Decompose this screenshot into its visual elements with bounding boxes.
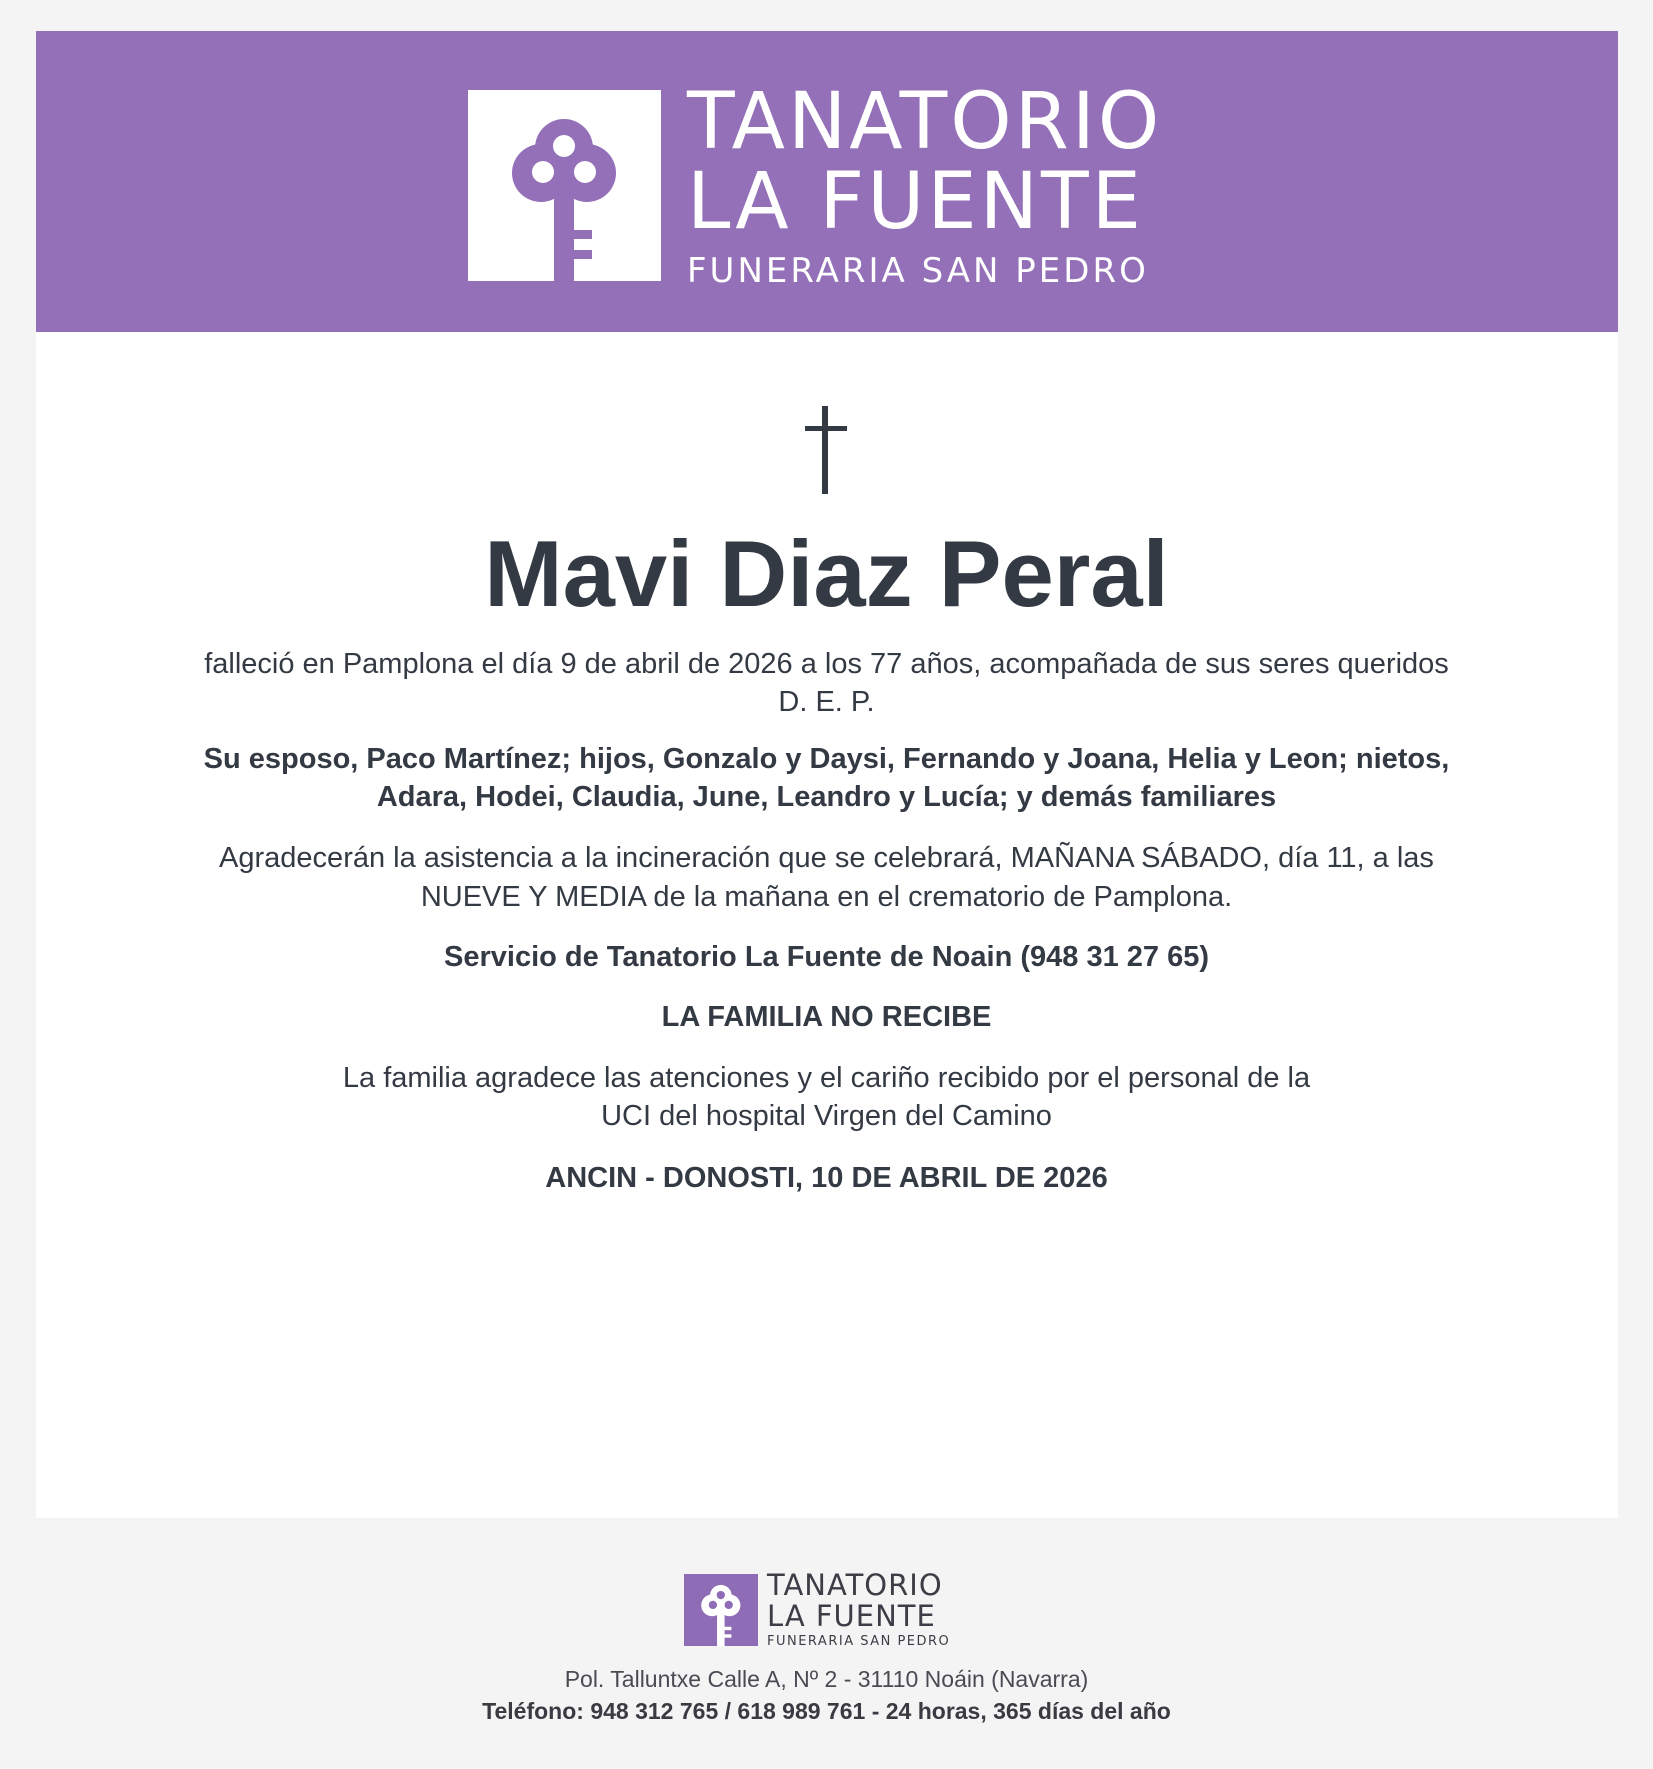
- service-line: Servicio de Tanatorio La Fuente de Noain (948 31 27 65): [444, 941, 1209, 973]
- footer-logo-line2: LA FUENTE: [767, 1599, 936, 1633]
- logo-title-line2: LA FUENTE: [687, 157, 1144, 247]
- footer-phone: Teléfono: 948 312 765 / 618 989 761 - 24 horas, 365 días del año: [482, 1698, 1171, 1724]
- death-line-2: D. E. P.: [778, 686, 875, 718]
- deceased-name: Mavi Diaz Peral: [484, 521, 1169, 626]
- footer-logo-subtitle: FUNERARIA SAN PEDRO: [767, 1634, 951, 1649]
- cross-icon: [0, 400, 1653, 496]
- logo-title-line1: TANATORIO: [687, 77, 1163, 167]
- death-line-1: falleció en Pamplona el día 9 de abril de 2026 a los 77 años, acompañada de sus seres queridos: [204, 648, 1449, 680]
- footer-logo-line1: TANATORIO: [767, 1568, 943, 1602]
- ceremony-line-1: Agradecerán la asistencia a la incineración que se celebrará, MAÑANA SÁBADO, día 11, a las: [219, 842, 1434, 874]
- family-line-2: Adara, Hodei, Claudia, June, Leandro y Lucía; y demás familiares: [376, 781, 1277, 813]
- place-date-line: ANCIN - DONOSTI, 10 DE ABRIL DE 2026: [545, 1162, 1108, 1194]
- ceremony-line-2: NUEVE Y MEDIA de la mañana en el crematorio de Pamplona.: [420, 881, 1233, 913]
- logo-subtitle: FUNERARIA SAN PEDRO: [687, 251, 1149, 291]
- header-banner: [36, 31, 1618, 332]
- family-line-1: Su esposo, Paco Martínez; hijos, Gonzalo y Daysi, Fernando y Joana, Helia y Leon; nietos,: [203, 743, 1450, 775]
- thanks-line-1: La familia agradece las atenciones y el cariño recibido por el personal de la: [342, 1062, 1311, 1094]
- no-receive-line: LA FAMILIA NO RECIBE: [661, 1001, 992, 1033]
- footer-key-logo-icon: [684, 1574, 758, 1646]
- key-logo-icon: [468, 90, 661, 281]
- thanks-line-2: UCI del hospital Virgen del Camino: [601, 1100, 1052, 1132]
- footer-address: Pol. Talluntxe Calle A, Nº 2 - 31110 Noáin (Navarra): [564, 1666, 1089, 1692]
